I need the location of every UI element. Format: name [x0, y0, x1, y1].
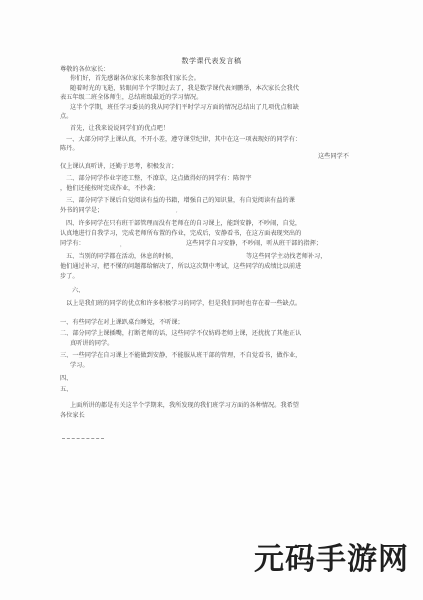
strength-3-line-1: 三、部分同学下课后自觉阅读有益的书籍，增强自己的知识量，有自觉阅读有益的课 — [66, 197, 295, 204]
strength-4-line-2: 认真地进行自我学习，完成老师所布置的作业，完成后，安静看书，在这方面表现突出的 — [60, 230, 302, 237]
weakness-3-line-1: 三、一些同学在自习课上不能做到安静，不能服从班干部的管理，不自觉看书，做作业， — [60, 352, 302, 359]
weakness-4: 四、 — [60, 375, 73, 382]
summary-line-1: 这半个学期，班任学习委员的我从同学们平时学习方面的情况总结出了几项优点和缺 — [70, 104, 299, 111]
weakness-3-line-2: 学习。 — [70, 362, 89, 369]
weakness-5: 五、 — [60, 386, 73, 393]
salutation: 尊敬的各位家长： — [60, 66, 110, 73]
closing-line-2: 各位家长 — [60, 412, 85, 419]
strength-1-line-3: 这些同学不 — [318, 153, 349, 160]
strength-2-line-2: ，他们还能按时完成作业，不抄袭； — [60, 185, 159, 192]
strengths-heading: 首先，让我来说说同学们的优点吧！ — [70, 125, 169, 132]
summary-line-2: 点。 — [60, 113, 73, 120]
strength-5-line-3: 他们通过补习，把不懂的问题都给解决了，所以这次期中考试，这些同学的成绩比以前进 — [60, 263, 302, 270]
strength-5-line-1: 五、当别的同学都在活动，休息的时候， — [66, 253, 178, 260]
strength-3-line-2: 外书的同学是； — [60, 207, 104, 214]
weakness-1: 一、有些同学在对上课趴桌台睡觉，不听课； — [60, 319, 184, 326]
strength-1-line-4: 仅上课认真听讲，还勤于思考，积极发言； — [60, 163, 178, 170]
intro-line-1: 随着时光的飞逝，转眼间半个学期过去了，我是数学课代表刘鹏举，本次家长会我代 — [70, 85, 299, 92]
strength-5-line-2: 等这些同学主动找老师补习， — [246, 253, 327, 260]
stray-mark-2: ， — [120, 242, 126, 248]
weakness-2-line-2: 真听讲的同学。 — [70, 340, 114, 347]
weakness-2-line-1: 二、部分同学上课插嘴，打断老师的话，这些同学不仅妨碍老师上课，还扰扰了其他正认 — [60, 330, 302, 337]
document-title: 数学课代表发言稿 — [181, 57, 242, 65]
closing-line-1: 上面所讲的都是有关这半个学期来，我所发现的我们班学习方面的各种情况。我希望 — [70, 402, 299, 409]
strength-6: 六、 — [72, 287, 85, 294]
strength-1-line-1: 一、大部分同学上课认真，不开小差，遵守课堂纪律，其中在这一项表现好的同学有： — [66, 136, 302, 143]
strength-2-line-1: 二、部分同学作业字迹工整，不潦草，这点做得好的同学有：陈智宇 — [66, 175, 252, 182]
strength-4-line-1: 四、许多同学在只有班干部管理而没有老师在的自习课上，能到安静，不吵闹，自觉， — [66, 220, 302, 227]
strength-4-line-3: 同学有： — [60, 240, 85, 247]
strengths-conclusion: 以上是我们班的同学的优点和许多积极学习的同学，但是我们同时也存在着一些缺点。 — [66, 300, 302, 307]
stray-mark-1: , — [176, 208, 178, 214]
strength-4-line-4: 这些同学自习安静，不吵闹，听从班干部的指挥； — [186, 240, 323, 247]
strength-1-line-2: 陈丹。 — [60, 145, 79, 152]
page-end-rule — [62, 438, 104, 439]
strength-5-line-4: 步了。 — [60, 273, 79, 280]
greeting-line: 你们好，首先感谢各位家长来参加我们家长会。 — [70, 75, 200, 82]
intro-line-2: 表五年级二班全体师生，总结班级最近的学习情况。 — [60, 94, 203, 101]
site-watermark: 元码手游网 — [254, 542, 409, 577]
